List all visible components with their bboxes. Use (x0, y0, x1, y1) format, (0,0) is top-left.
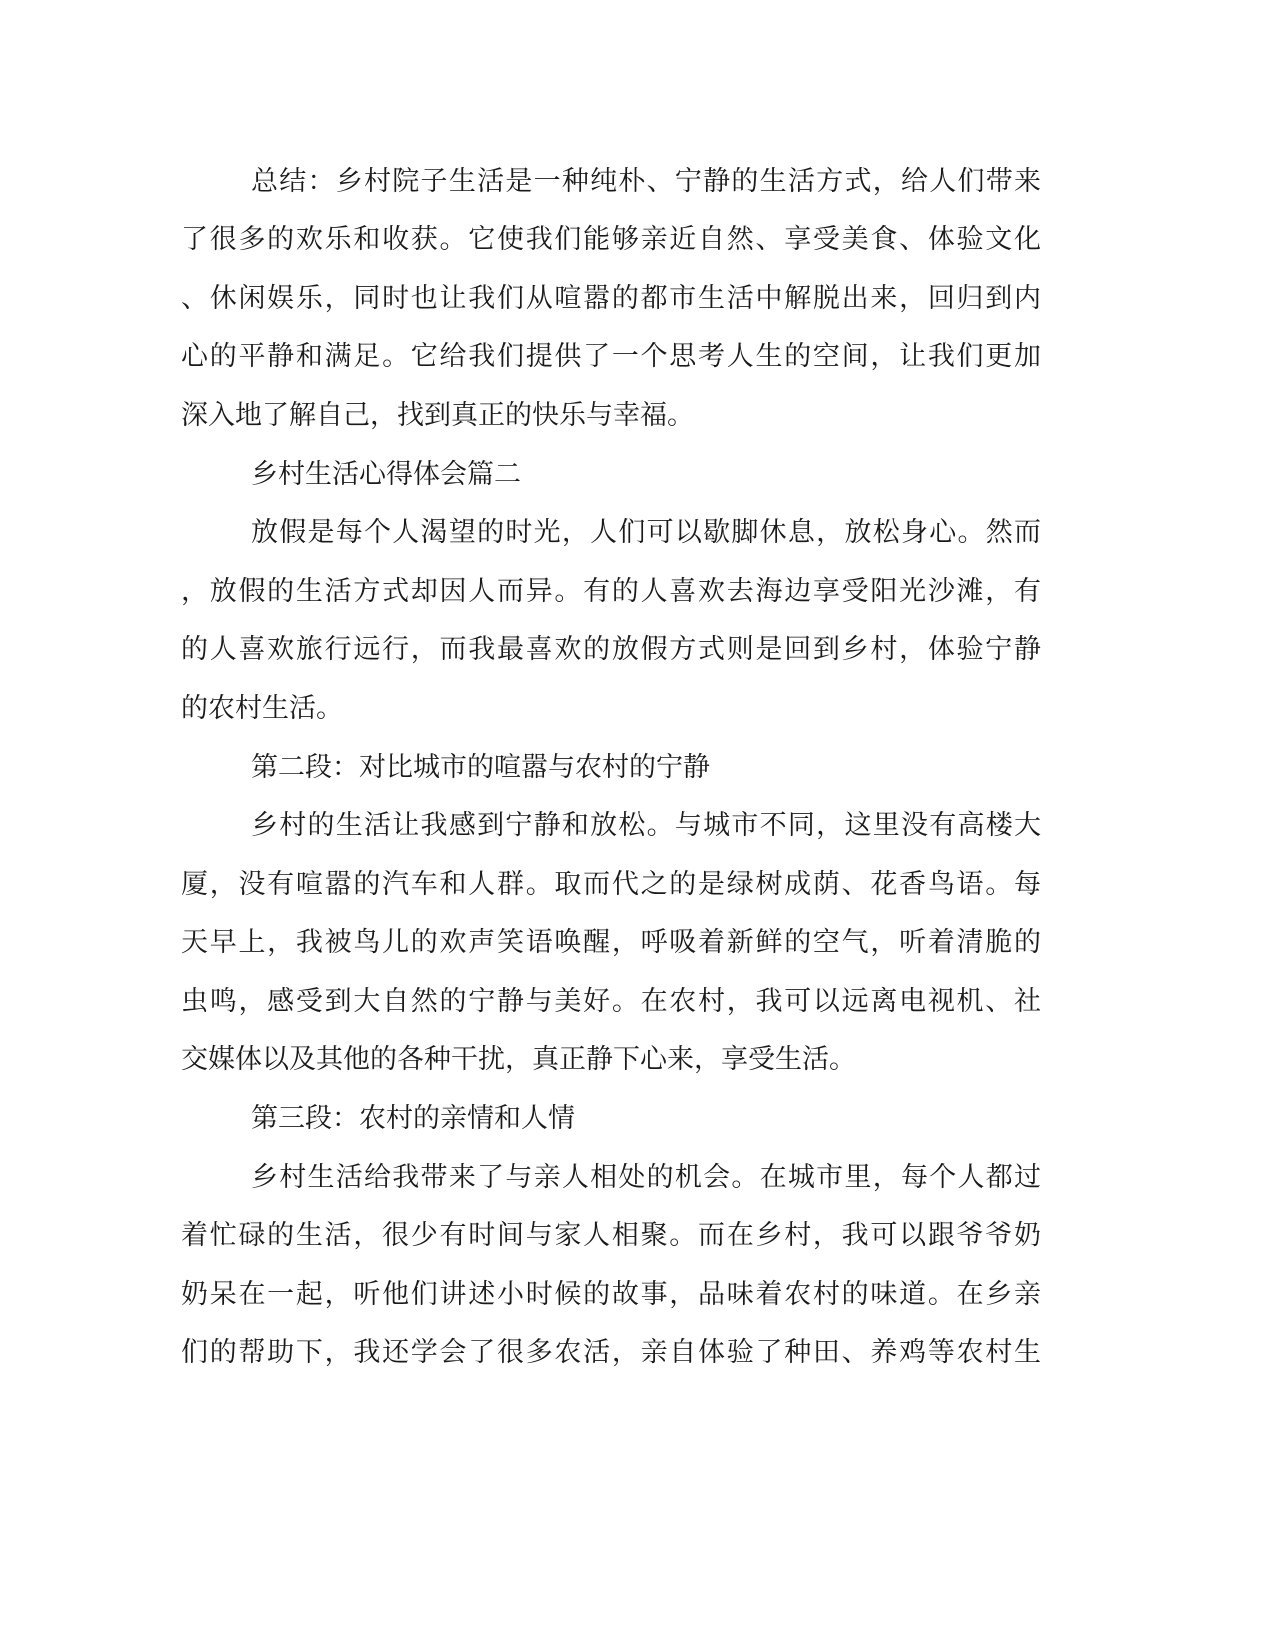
paragraph-1-line-3: 、休闲娱乐，同时也让我们从喧嚣的都市生活中解脱出来，回归到内 (181, 283, 1041, 314)
paragraph-7-line-3: 奶呆在一起，听他们讲述小时候的故事，品味着农村的味道。在乡亲 (181, 1279, 1041, 1310)
paragraph-1-line-5: 深入地了解自己，找到真正的快乐与幸福。 (181, 400, 694, 431)
paragraph-7-line-4: 们的帮助下，我还学会了很多农活，亲自体验了种田、养鸡等农村生 (181, 1337, 1041, 1368)
section-heading-second: 第二段：对比城市的喧嚣与农村的宁静 (251, 752, 710, 783)
section-heading-part-two: 乡村生活心得体会篇二 (251, 459, 521, 490)
paragraph-3-line-2: ，放假的生活方式却因人而异。有的人喜欢去海边享受阳光沙滩，有 (181, 576, 1041, 607)
paragraph-5-line-1: 乡村的生活让我感到宁静和放松。与城市不同，这里没有高楼大 (251, 810, 1041, 841)
section-heading-third: 第三段：农村的亲情和人情 (251, 1103, 575, 1134)
paragraph-5-line-4: 虫鸣，感受到大自然的宁静与美好。在农村，我可以远离电视机、社 (181, 986, 1041, 1017)
paragraph-1-line-4: 心的平静和满足。它给我们提供了一个思考人生的空间，让我们更加 (181, 341, 1041, 372)
paragraph-1-line-2: 了很多的欢乐和收获。它使我们能够亲近自然、享受美食、体验文化 (181, 224, 1041, 255)
paragraph-3-line-1: 放假是每个人渴望的时光，人们可以歇脚休息，放松身心。然而 (251, 517, 1041, 548)
paragraph-1-line-1: 总结：乡村院子生活是一种纯朴、宁静的生活方式，给人们带来 (251, 166, 1041, 197)
paragraph-7-line-1: 乡村生活给我带来了与亲人相处的机会。在城市里，每个人都过 (251, 1162, 1041, 1193)
paragraph-5-line-5: 交媒体以及其他的各种干扰，真正静下心来，享受生活。 (181, 1044, 856, 1075)
paragraph-7-line-2: 着忙碌的生活，很少有时间与家人相聚。而在乡村，我可以跟爷爷奶 (181, 1220, 1041, 1251)
paragraph-3-line-3: 的人喜欢旅行远行，而我最喜欢的放假方式则是回到乡村，体验宁静 (181, 634, 1041, 665)
paragraph-5-line-2: 厦，没有喧嚣的汽车和人群。取而代之的是绿树成荫、花香鸟语。每 (181, 869, 1041, 900)
paragraph-3-line-4: 的农村生活。 (181, 693, 343, 724)
paragraph-5-line-3: 天早上，我被鸟儿的欢声笑语唤醒，呼吸着新鲜的空气，听着清脆的 (181, 927, 1041, 958)
